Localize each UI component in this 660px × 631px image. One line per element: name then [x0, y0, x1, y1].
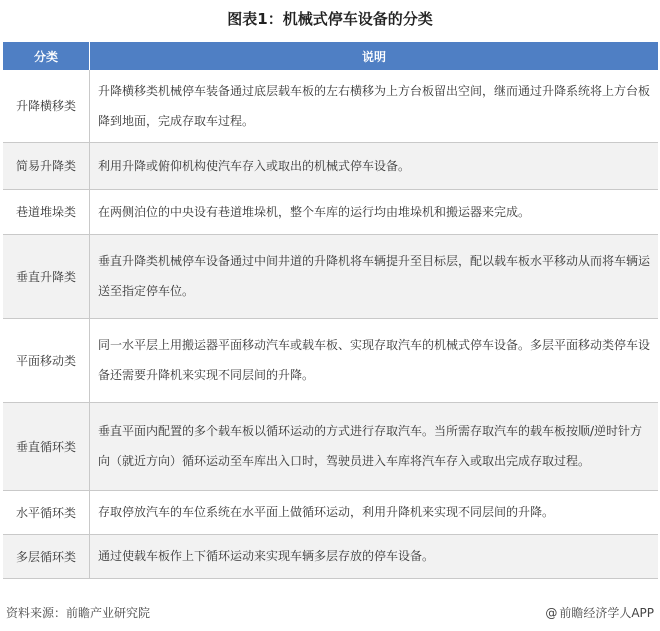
row-description: 存取停放汽车的车位系统在水平面上做循环运动，利用升降机来实现不同层间的升降。 [90, 490, 659, 534]
row-description: 同一水平层上用搬运器平面移动汽车或载车板、实现存取汽车的机械式停车设备。多层平面移动类停车设备还需要升降机来实现不同层间的升降。 [90, 318, 659, 402]
table-row [3, 318, 658, 402]
source-note: 资料来源：前瞻产业研究院 [6, 606, 151, 620]
footer [0, 604, 660, 624]
row-category: 升降横移类 [3, 70, 90, 142]
row-category: 简易升降类 [3, 142, 90, 189]
at-icon: @ [545, 605, 558, 620]
table-row [3, 402, 658, 490]
header-description: 说明 [90, 42, 659, 70]
row-description: 通过使载车板作上下循环运动来实现车辆多层存放的停车设备。 [90, 534, 659, 578]
page-title: 图表1：机械式停车设备的分类 [227, 10, 433, 28]
table-row [3, 70, 658, 142]
row-description: 升降横移类机械停车装备通过底层载车板的左右横移为上方台板留出空间，继而通过升降系统将上方台板降到地面，完成存取车过程。 [90, 70, 659, 142]
classification-table [3, 42, 658, 579]
row-description: 垂直平面内配置的多个载车板以循环运动的方式进行存取汽车。当所需存取汽车的载车板按顺/逆时针方向（就近方向）循环运动至车库出入口时，驾驶员进入车库将汽车存入或取出完成存取过程。 [90, 402, 659, 490]
table-row [3, 189, 658, 234]
table-header-row [3, 42, 658, 70]
table-row [3, 142, 658, 189]
row-description: 垂直升降类机械停车设备通过中间井道的升降机将车辆提升至目标层，配以载车板水平移动从而将车辆运送至指定停车位。 [90, 234, 659, 318]
row-category: 垂直循环类 [3, 402, 90, 490]
row-description: 在两侧泊位的中央设有巷道堆垛机，整个车库的运行均由堆垛机和搬运器来完成。 [90, 189, 659, 234]
row-category: 多层循环类 [3, 534, 90, 578]
row-description: 利用升降或俯仰机构使汽车存入或取出的机械式停车设备。 [90, 142, 659, 189]
row-category: 垂直升降类 [3, 234, 90, 318]
header-category: 分类 [3, 42, 90, 70]
table-row [3, 234, 658, 318]
table-row [3, 490, 658, 534]
row-category: 平面移动类 [3, 318, 90, 402]
row-category: 水平循环类 [3, 490, 90, 534]
table-row [3, 534, 658, 578]
brand-credit [545, 604, 654, 621]
row-category: 巷道堆垛类 [3, 189, 90, 234]
brand-label: 前瞻经济学人APP [559, 606, 654, 620]
